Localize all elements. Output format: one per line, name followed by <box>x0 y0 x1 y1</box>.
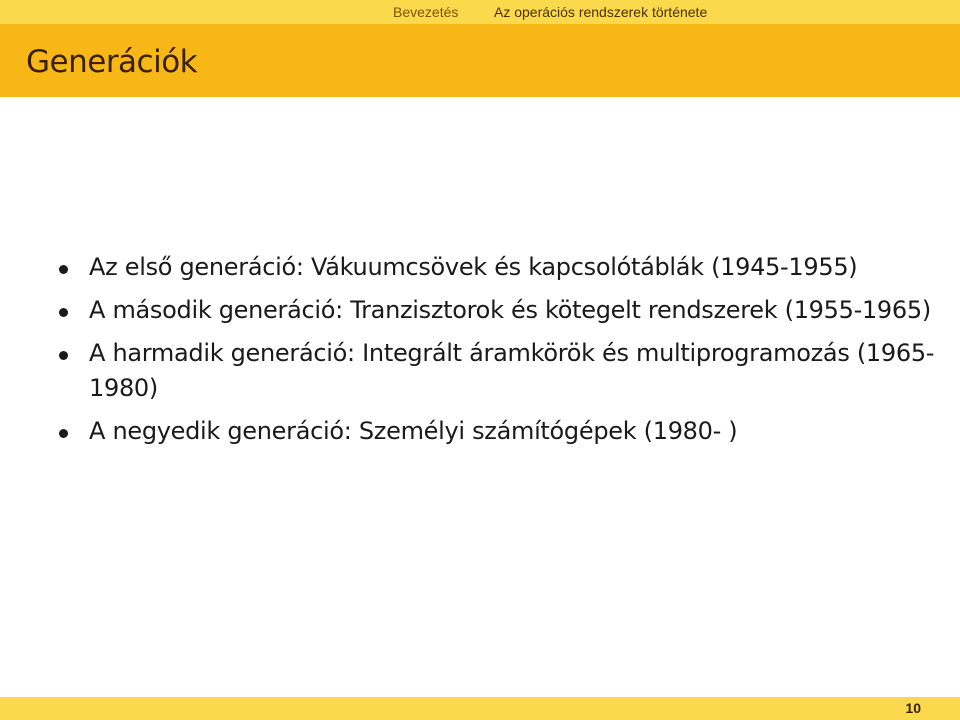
list-item <box>55 414 935 449</box>
slide-title: Generációk <box>26 44 198 80</box>
list-item <box>55 250 935 285</box>
list-item <box>55 336 935 406</box>
bullet-text: Az első generáció: Vákuumcsövek és kapcsolótáblák (1945-1955) <box>89 253 858 281</box>
bullet-icon <box>59 265 68 274</box>
page-number: 10 <box>905 700 921 716</box>
nav-section-tortenet[interactable]: Az operációs rendszerek története <box>494 4 708 20</box>
list-item <box>55 293 935 328</box>
section-navigation-bar <box>0 0 960 24</box>
bullet-list <box>55 250 935 457</box>
bullet-text: A második generáció: Tranzisztorok és kötegelt rendszerek (1955-1965) <box>89 296 931 324</box>
bullet-icon <box>59 351 68 360</box>
nav-section-bevezetes[interactable]: Bevezetés <box>393 4 459 20</box>
footer-bar <box>0 697 960 720</box>
bullet-icon <box>59 429 68 438</box>
bullet-icon <box>59 308 68 317</box>
bullet-text: A negyedik generáció: Személyi számítógépek (1980- ) <box>89 417 738 445</box>
bullet-text: A harmadik generáció: Integrált áramkörök és multiprogramozás (1965-1980) <box>89 339 935 402</box>
